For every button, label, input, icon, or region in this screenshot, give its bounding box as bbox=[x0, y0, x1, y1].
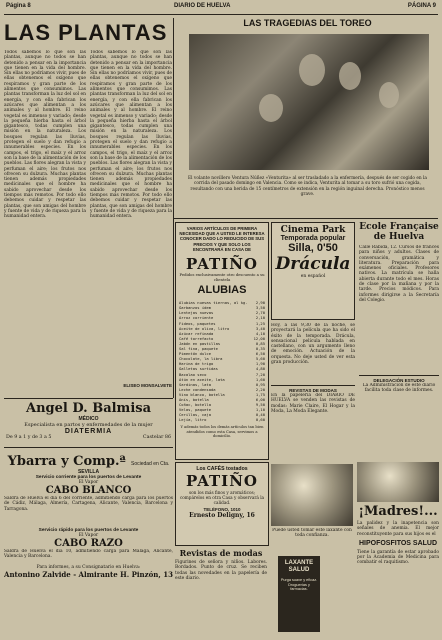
price-item: Harina de trigo bbox=[179, 361, 214, 367]
ecole-dir-text: La Administración de este diario facilita toda clase de informes. bbox=[362, 383, 436, 394]
ybarra-ship2: CABO RAZO bbox=[54, 538, 123, 549]
ecole-title: Ecole Française de Huelva bbox=[359, 222, 439, 242]
plantas-text-col1: Todos sabemos lo que son las plantas, aunque no todos se han detenido a pensar en la importancia que tienen en la vida del hombre. Sin ellas no podríamos vivir, pues de ellas obtenemos el oxígeno que respiramos y gran parte de los alimentos que consumimos. Las plantas transforman la luz del sol en energía, y con ella fabrican los azúcares que alimentan a los animales y al hombre. El reino vegetal es inmenso y variado; desde la pequeña hierba hasta el árbol gigantesco, todas cumplen una misión en la naturaleza. Los bosques regulan las lluvias, protegen el suelo y dan refugio a innumerables especies. En los campos, el trigo, el maíz y el arroz son la base de la alimentación de los pueblos. Las flores alegran la vista y perfuman el aire; los frutos nos ofrecen su dulzura. Muchas plantas tienen además propiedades medicinales que el hombre ha sabido aprovechar desde los tiempos más remotos. Por todo ello debemos cuidar y respetar las plantas, que son amigas del hombre y fuente de vida y de riqueza para la humanidad entera. bbox=[4, 50, 86, 220]
ybarra-suffix: Sociedad en Cta. bbox=[130, 461, 170, 467]
price-value: 4,10 bbox=[255, 330, 265, 336]
ybarra-info: Para informes, a su Consignatario en Huelva: bbox=[36, 565, 141, 570]
patino-footer: Y además todos los demás artículos tan bien atendidos como esta Casa, servimos a domicilio. bbox=[180, 425, 264, 439]
plantas-author: ELISEO MONSALVETE bbox=[123, 383, 172, 388]
price-value: 1,75 bbox=[255, 391, 265, 397]
ybarra-consignee: Antonino Zalvide - Almirante H. Pinzón, 13 bbox=[4, 570, 173, 579]
patino-cafe-text: son los más finos y aromáticos; compárelos en otra Casa y observará la calidad. bbox=[179, 490, 265, 505]
price-value: 2,70 bbox=[255, 310, 265, 316]
plantas-text-col2: Todos sabemos lo que son las plantas, aunque no todos se han detenido a pensar en la importancia que tienen en la vida del hombre. Sin ellas no podríamos vivir, pues de ellas obtenemos el oxígeno que respiramos y gran parte de los alimentos que consumimos. Las plantas transforman la luz del sol en energía, y con ella fabrican los azúcares que alimentan a los animales y al hombre. El reino vegetal es inmenso y variado; desde la pequeña hierba hasta el árbol gigantesco, todas cumplen una misión en la naturaleza. Los bosques regulan las lluvias, protegen el suelo y dan refugio a innumerables especies. En los campos, el trigo, el maíz y el arroz son la base de la alimentación de los pueblos. Las flores alegran la vista y perfuman el aire; los frutos nos ofrecen su dulzura. Muchas plantas tienen además propiedades medicinales que el hombre ha sabido aprovechar desde los tiempos más remotos. Por todo ello debemos cuidar y respetar las plantas, que son amigas del hombre y fuente de vida y de riqueza para la humanidad entera. bbox=[90, 50, 172, 220]
ybarra-vapor1: El Vapor bbox=[78, 480, 99, 485]
price-item: Atún en aceite, lata bbox=[179, 376, 225, 382]
page-header bbox=[4, 0, 438, 15]
price-value: 0,35 bbox=[255, 346, 265, 352]
patino-cafe-addr: Ernesto Deligny, 16 bbox=[189, 512, 255, 519]
price-item: Sal fina, paquete bbox=[179, 346, 218, 352]
madres-brand: HIPOFOSFITOS SALUD bbox=[358, 539, 438, 547]
toreo-article bbox=[177, 18, 438, 218]
patino-sub: Pedidos exclusivamente otro descuento a su clientela bbox=[179, 272, 265, 282]
madres-footer: Tiene la garantía de estar aprobado por la Academia de Medicina para combatir el raquitismo. bbox=[357, 549, 439, 566]
price-item: Vino blanco, botella bbox=[179, 391, 225, 397]
price-row bbox=[179, 417, 265, 422]
price-value: 3,50 bbox=[255, 305, 265, 311]
toreo-caption: El volante novillero Ventura Núñez «Venturita» al ser trasladado a la enfermería, después de ser cogido en la corrida del pasado domingo en Valencia. Como se indica, Venturita al tomar a su toro sufrió una cogida, resultando con una herida de 15 centímetros de extensión en la región inguinal derecha. Pronóstico menos grave. bbox=[188, 176, 427, 197]
revistas-ad bbox=[175, 548, 267, 636]
cinema-film: Drácula bbox=[275, 254, 351, 274]
madres-title: ¡Madres!... bbox=[358, 504, 438, 519]
moda-text: En la papelería del DIARIO DE HUELVA se venden las revistas de modas: Marie Claire, El Hogar y la Moda, La Moda Elegante. bbox=[271, 393, 355, 414]
balmisa-spec: Especialista en partos y enfermedades de la mujer bbox=[24, 422, 153, 428]
ecole-text: Calle Rábida, 12. Cursos de francés para niños y adultos. Clases de conversación, gramática y literatura. Preparación para exámenes oficiales. Profesores nativos. La matrícula se halla abierta durante todo el mes. Horas de clase por la mañana y por la tarde. Precios módicos. Para informes dirigirse a la Secretaría del Colegio. bbox=[359, 245, 439, 303]
ybarra-vapor2: El Vapor bbox=[78, 533, 99, 538]
patino-cafe-ad bbox=[175, 462, 269, 546]
price-value: 1,60 bbox=[255, 376, 265, 382]
ybarra-ship1: CABO BLANCO bbox=[45, 485, 132, 496]
price-value: 1,25 bbox=[255, 320, 265, 326]
price-item: Velas, paquete bbox=[179, 407, 212, 413]
price-value: 12,00 bbox=[253, 335, 265, 341]
puede-text: Puede usted tomar este laxante con toda confianza. bbox=[272, 528, 352, 539]
price-item: Garbanzos ídem bbox=[179, 305, 212, 311]
price-value: 6,50 bbox=[255, 351, 265, 357]
price-item: Aceite de oliva, litro bbox=[179, 325, 230, 331]
header-right: PÁGINA 9 bbox=[407, 3, 436, 9]
price-item: Cerillas, caja bbox=[179, 412, 212, 418]
moda-title: REVISTAS DE MODAS bbox=[271, 385, 355, 393]
woman-illustration bbox=[271, 464, 353, 526]
price-item: Lentejas nuevas bbox=[179, 310, 214, 316]
header-center: DIARIO DE HUELVA bbox=[174, 3, 231, 9]
cinema-ad bbox=[271, 222, 355, 458]
patino-cafe-phone: TELÉFONO, 1010 bbox=[203, 507, 241, 512]
price-item: Anís, botella bbox=[179, 396, 209, 402]
ybarra-name: Ybarra y Comp.ª bbox=[7, 454, 126, 469]
madres-ad bbox=[357, 462, 439, 636]
revistas-title: Revistas de modas bbox=[179, 548, 263, 558]
balmisa-ad bbox=[4, 398, 173, 448]
price-value: 3,40 bbox=[255, 325, 265, 331]
price-value: 0,40 bbox=[255, 412, 265, 418]
patino-price-table bbox=[179, 300, 265, 422]
price-item: Café torrefacto bbox=[179, 335, 214, 341]
price-item: Sardinas, lata bbox=[179, 381, 212, 387]
price-value: 9,50 bbox=[255, 402, 265, 408]
cinema-line1: Temporada popular bbox=[280, 235, 346, 242]
madres-text: La palidez y la inapetencia son señales de anemia. El mejor reconstituyente para sus hijos es el bbox=[357, 521, 439, 537]
balmisa-name: Angel D. Balmisa bbox=[25, 401, 151, 416]
price-item: Jabón en pastillas bbox=[179, 340, 221, 346]
balmisa-hours: De 9 a 1 y de 3 a 5 bbox=[6, 435, 52, 440]
price-value: 7,20 bbox=[255, 371, 265, 377]
child-illustration bbox=[357, 462, 439, 502]
laxante-title: LAXANTE SALUD bbox=[284, 560, 314, 573]
price-value: 2,20 bbox=[255, 386, 265, 392]
price-value: 0,85 bbox=[255, 340, 265, 346]
ecole-dir-title: DELEGACIÓN ESTUDIO bbox=[359, 375, 439, 383]
header-left: Página 8 bbox=[6, 3, 31, 9]
price-value: 5,60 bbox=[255, 356, 265, 362]
ybarra-service: Servicio corriente para los puertos de Levante bbox=[35, 475, 142, 480]
price-item: Pimentón dulce bbox=[179, 351, 212, 357]
cinema-price: Silla, 0'50 bbox=[288, 242, 338, 254]
price-value: 6,00 bbox=[255, 396, 265, 402]
ybarra-ad bbox=[4, 450, 173, 636]
ybarra-service2: Servicio rápido para los puertos de Levante bbox=[38, 528, 139, 533]
price-item: Arroz corriente bbox=[179, 315, 214, 321]
ybarra-route1: Saldrá de Huelva el día 6 del corriente, admitiendo carga para los puertos de Cádiz, Málaga, Almería, Cartagena, Alicante, Valencia, Barcelona y Tarragona. bbox=[4, 496, 173, 512]
patino-cafe-intro: Los CAFÉS tostados bbox=[196, 466, 248, 472]
price-value: 0,60 bbox=[255, 417, 265, 423]
revistas-text: Figurines de señora y niños. Labores. Bordados. Punto de cruz. Se reciben todas las novedades en la papelería de este diario. bbox=[175, 560, 267, 581]
balmisa-addr: Castelar 86 bbox=[142, 435, 171, 440]
balmisa-tech: DIATERMIA bbox=[64, 428, 113, 435]
patino-cafe-brand: PATIÑO bbox=[186, 472, 258, 490]
patino-brand: PATIÑO bbox=[186, 255, 258, 274]
price-item: Fideos, paquetes bbox=[179, 320, 216, 326]
toreo-title: LAS TRAGEDIAS DEL TOREO bbox=[243, 18, 372, 28]
ybarra-route2: Saldrá de Huelva el día 10, admitiendo carga para Málaga, Alicante, Valencia y Barcelona. bbox=[4, 549, 173, 560]
price-item: Leche condensada bbox=[179, 386, 216, 392]
price-item: Alubias nuevas tiernas, al kg. bbox=[179, 300, 248, 306]
price-item: Chocolate, la libra bbox=[179, 356, 223, 362]
cinema-lang: en español bbox=[300, 274, 326, 279]
balmisa-role: MÉDICO bbox=[78, 416, 99, 422]
price-item: Lejía, litro bbox=[179, 417, 207, 423]
price-value: 2,90 bbox=[255, 300, 265, 306]
plantas-article bbox=[4, 20, 172, 390]
laxante-ad bbox=[278, 556, 320, 632]
price-value: 1,10 bbox=[255, 407, 265, 413]
price-value: 0,95 bbox=[255, 381, 265, 387]
laxante-text: Purga suave y eficaz. Droguerías y farmacias. bbox=[280, 578, 318, 592]
ybarra-city: SEVILLA bbox=[77, 469, 100, 475]
cinema-text: Hoy, a las 9,30 de la noche, se proyectará la película que ha sido el éxito de la temporada. Drácula, sensacional película hablada en castellano, con un argumento lleno de emoción. Actuación de la orquesta. No deje usted de ver esta gran producción. bbox=[271, 323, 355, 366]
patino-ad bbox=[175, 222, 269, 460]
patino-product: ALUBIAS bbox=[197, 284, 247, 297]
patino-intro: VARIOS ARTÍCULOS DE PRIMERA NECESIDAD QUE A USTED LE INTERESA CONOCER DADO LO REDUCIDO DE SUS PRECIOS Y QUE SOLO LOS ENCONTRARÁ EN CASA DE bbox=[179, 226, 265, 252]
price-item: Azúcar refinada bbox=[179, 330, 214, 336]
cinema-title: Cinema Park bbox=[280, 225, 346, 235]
toreo-photo bbox=[189, 34, 429, 170]
price-value: 1,90 bbox=[255, 361, 265, 367]
price-item: Coñac, botella bbox=[179, 402, 212, 408]
price-value: 2,10 bbox=[255, 315, 265, 321]
price-item: Galletas surtidas bbox=[179, 366, 218, 372]
ecole-ad bbox=[359, 222, 439, 458]
price-value: 4,80 bbox=[255, 366, 265, 372]
price-item: Bacalao seco bbox=[179, 371, 207, 377]
plantas-title: LAS PLANTAS bbox=[4, 20, 168, 45]
